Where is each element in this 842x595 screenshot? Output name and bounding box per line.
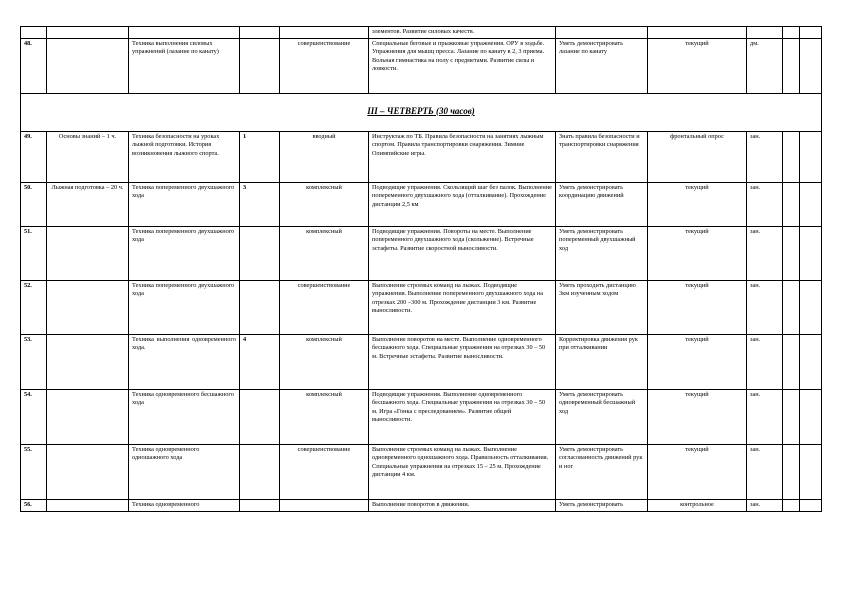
- table-row: [21, 131, 822, 182]
- topic-cell: Техника одновременного: [129, 499, 240, 511]
- section-cell: [47, 389, 129, 444]
- requirements-cell: Корректировка движения рук при отталкивании: [556, 334, 648, 389]
- homework-cell: зан.: [747, 499, 783, 511]
- content-cell: Подводящие упражнения. Повороты на месте. Выполнение попеременного двухшажного хода (скольжение). Встречные эстафеты. Развитие скоростной выносливости.: [369, 226, 556, 280]
- content-cell: Выполнение строевых команд на лыжах. Подводящие упражнения. Выполнение попеременного двухшажного хода на отрезках 200 –300 м. Прохождение дистанции 3 км. Развитие выносливости.: [369, 280, 556, 334]
- topic-cell: Техника попеременного двухшажного хода: [129, 226, 240, 280]
- control-cell: текущий: [648, 280, 747, 334]
- topic-cell: Техника одновременного одношажного хода: [129, 444, 240, 499]
- section-cell: [47, 280, 129, 334]
- lesson-number: 56.: [21, 499, 47, 511]
- topic-cell: Техника выполнения силовых упражнений (лазание по канату): [129, 38, 240, 93]
- content-cell: Выполнение строевых команд на лыжах. Выполнение одновременного одношажного хода. Правильность отталкивания. Специальные упражнения на отрезках 15 – 25 м. Прохождение дистанции 4 км.: [369, 444, 556, 499]
- table-row: [21, 27, 822, 39]
- lesson-type-cell: совершенствование: [280, 38, 369, 93]
- topic-cell: Техника одновременного бесшажного хода: [129, 389, 240, 444]
- section-cell: [47, 444, 129, 499]
- topic-cell: Техника выполнения одновременного хода.: [129, 334, 240, 389]
- control-cell: фронтальный опрос: [648, 131, 747, 182]
- content-cell: элементов. Развитие силовых качеств.: [369, 27, 556, 39]
- hours-cell: [240, 226, 280, 280]
- lesson-type-cell: комплексный: [280, 226, 369, 280]
- table-row: [21, 38, 822, 93]
- lesson-type-cell: совершенствование: [280, 444, 369, 499]
- control-cell: текущий: [648, 38, 747, 93]
- lesson-number: 52.: [21, 280, 47, 334]
- requirements-cell: Уметь проходить дистанцию 3км изученным ходом: [556, 280, 648, 334]
- requirements-cell: Знать правила безопасности и транспортировки снаряжения: [556, 131, 648, 182]
- section-cell: [47, 334, 129, 389]
- control-cell: текущий: [648, 226, 747, 280]
- table-row: [21, 444, 822, 499]
- table-row: [21, 182, 822, 226]
- topic-cell: Техника попеременного двухшажного хода: [129, 182, 240, 226]
- hours-cell: [240, 499, 280, 511]
- content-cell: Инструктаж по ТБ. Правила безопасности на занятиях лыжным спортом. Правила транспортировки снаряжения. Зимние Олимпийские игры.: [369, 131, 556, 182]
- hours-cell: 4: [240, 334, 280, 389]
- control-cell: текущий: [648, 444, 747, 499]
- section-row: [21, 93, 822, 131]
- requirements-cell: Уметь демонстрировать координацию движений: [556, 182, 648, 226]
- lesson-number: 49.: [21, 131, 47, 182]
- homework-cell: дм.: [747, 38, 783, 93]
- lesson-type-cell: комплексный: [280, 182, 369, 226]
- content-cell: Подводящие упражнения. Выполнение одновременного бесшажного хода. Специальные упражнения на отрезках 30 – 50 м. Игра «Гонка с преследованием». Развитие общей выносливости.: [369, 389, 556, 444]
- requirements-cell: Уметь демонстрировать: [556, 499, 648, 511]
- table-row: [21, 389, 822, 444]
- hours-cell: [240, 38, 280, 93]
- lesson-number: 50.: [21, 182, 47, 226]
- content-cell: Выполнение поворотов на месте. Выполнение одновременного бесшажного хода. Специальные упражнения на отрезках 30 – 50 м. Встречные эстафеты. Развитие выносливости.: [369, 334, 556, 389]
- control-cell: текущий: [648, 389, 747, 444]
- table-row: [21, 226, 822, 280]
- hours-cell: [240, 389, 280, 444]
- hours-cell: 1: [240, 131, 280, 182]
- homework-cell: зан.: [747, 334, 783, 389]
- lesson-type-cell: вводный: [280, 131, 369, 182]
- table-row: [21, 334, 822, 389]
- lesson-type-cell: [280, 499, 369, 511]
- hours-cell: 3: [240, 182, 280, 226]
- lesson-number: 53.: [21, 334, 47, 389]
- requirements-cell: Уметь демонстрировать попеременный двухшажный ход: [556, 226, 648, 280]
- section-cell: [47, 499, 129, 511]
- lesson-number: 51.: [21, 226, 47, 280]
- section-cell: Основы знаний – 1 ч.: [47, 131, 129, 182]
- section-title: III – ЧЕТВЕРТЬ (30 часов): [367, 105, 475, 116]
- table-row: [21, 499, 822, 511]
- homework-cell: зан.: [747, 131, 783, 182]
- control-cell: контрольное: [648, 499, 747, 511]
- content-cell: Выполнение поворотов в движении.: [369, 499, 556, 511]
- topic-cell: Техника безопасности на уроках лыжной подготовки. История возникновения лыжного спорта.: [129, 131, 240, 182]
- section-cell: [47, 226, 129, 280]
- control-cell: текущий: [648, 182, 747, 226]
- control-cell: текущий: [648, 334, 747, 389]
- homework-cell: зан.: [747, 389, 783, 444]
- homework-cell: зан.: [747, 182, 783, 226]
- requirements-cell: Уметь демонстрировать лазание по канату: [556, 38, 648, 93]
- lesson-number: 54.: [21, 389, 47, 444]
- content-cell: Специальные беговые и прыжковые упражнения. ОРУ в ходьбе. Упражнения для мышц пресса. Лазание по канату в 2, 3 приема. Вольная гимнастика на полу с предметами. Развитие силы и ловкости.: [369, 38, 556, 93]
- requirements-cell: Уметь демонстрировать одновременный бесшажный ход: [556, 389, 648, 444]
- homework-cell: зан.: [747, 444, 783, 499]
- section-cell: [47, 38, 129, 93]
- homework-cell: зан.: [747, 226, 783, 280]
- content-cell: Подводящие упражнения. Скользящий шаг без палок. Выполнение попеременного двухшажного хода (отталкивание). Прохождение дистанции 2,5 км: [369, 182, 556, 226]
- homework-cell: зан.: [747, 280, 783, 334]
- lesson-type-cell: комплексный: [280, 389, 369, 444]
- section-cell: Лыжная подготовка – 20 ч.: [47, 182, 129, 226]
- lesson-plan-table: [20, 26, 822, 512]
- lesson-type-cell: комплексный: [280, 334, 369, 389]
- hours-cell: [240, 280, 280, 334]
- lesson-number: 48.: [21, 38, 47, 93]
- requirements-cell: Уметь демонстрировать согласованность движений рук и ног: [556, 444, 648, 499]
- lesson-number: 55.: [21, 444, 47, 499]
- topic-cell: Техника попеременного двухшажного хода: [129, 280, 240, 334]
- table-row: [21, 280, 822, 334]
- lesson-type-cell: совершенствование: [280, 280, 369, 334]
- hours-cell: [240, 444, 280, 499]
